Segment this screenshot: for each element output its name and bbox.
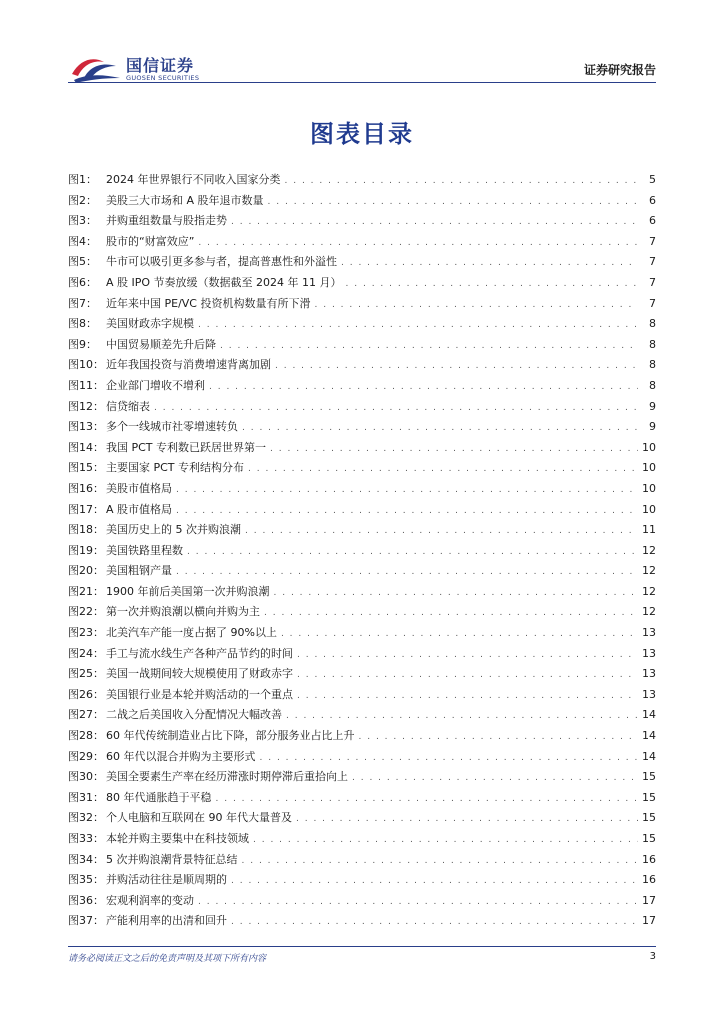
toc-entry-title: A 股 IPO 节奏放缓（数据截至 2024 年 11 月）: [106, 275, 342, 289]
toc-entry-title: 美国财政赤字规模: [106, 317, 194, 331]
toc-leader-dots: [198, 233, 638, 254]
toc-entry-page: 7: [649, 255, 656, 269]
toc-leader-dots: [176, 501, 638, 522]
toc-entry-title: 主要国家 PCT 专利结构分布: [106, 461, 245, 475]
toc-entry-title: 股市的“财富效应”: [106, 234, 195, 248]
toc-entry-label: 图3：: [68, 214, 97, 228]
toc-entry[interactable]: [68, 644, 656, 665]
toc-leader-dots: [359, 727, 639, 748]
toc-entry[interactable]: [68, 664, 656, 685]
toc-entry[interactable]: [68, 582, 656, 603]
toc-entry-page: 10: [642, 440, 656, 454]
toc-entry-label: 图28：: [68, 729, 104, 743]
toc-entry-title: 美股市值格局: [106, 481, 172, 495]
toc-leader-dots: [198, 892, 638, 913]
toc-entry-label: 图26：: [68, 687, 104, 701]
toc-leader-dots: [346, 274, 638, 295]
toc-entry-label: 图15：: [68, 461, 104, 475]
toc-entry-page: 14: [642, 749, 656, 763]
toc-entry-title: 60 年代以混合并购为主要形式: [106, 749, 256, 763]
toc-entry[interactable]: [68, 520, 656, 541]
toc-entry[interactable]: [68, 479, 656, 500]
toc-entry-page: 13: [642, 667, 656, 681]
toc-entry[interactable]: [68, 417, 656, 438]
toc-entry-label: 图4：: [68, 234, 97, 248]
toc-entry-title: 二战之后美国收入分配情况大幅改善: [106, 708, 282, 722]
toc-entry-label: 图29：: [68, 749, 104, 763]
toc-entry-page: 6: [649, 214, 656, 228]
header-divider: [68, 82, 656, 83]
toc-leader-dots: [352, 768, 638, 789]
toc-leader-dots: [274, 583, 639, 604]
toc-entry[interactable]: [68, 829, 656, 850]
toc-entry[interactable]: [68, 335, 656, 356]
toc-entry[interactable]: [68, 911, 656, 932]
toc-leader-dots: [176, 480, 638, 501]
toc-entry-page: 16: [642, 873, 656, 887]
toc-entry-label: 图34：: [68, 852, 104, 866]
toc-entry-page: 16: [642, 852, 656, 866]
toc-entry-title: 美国铁路里程数: [106, 543, 183, 557]
toc-entry-label: 图21：: [68, 584, 104, 598]
toc-entry-title: 并购活动往往是顺周期的: [106, 873, 227, 887]
toc-entry-label: 图35：: [68, 873, 104, 887]
toc-entry[interactable]: [68, 541, 656, 562]
toc-entry[interactable]: [68, 623, 656, 644]
toc-entry[interactable]: [68, 705, 656, 726]
toc-leader-dots: [270, 439, 638, 460]
report-type-label: 证券研究报告: [583, 63, 656, 77]
toc-entry[interactable]: [68, 294, 656, 315]
toc-entry-title: 并购重组数量与股指走势: [106, 214, 227, 228]
toc-entry-title: 中国贸易顺差先升后降: [106, 337, 216, 351]
toc-entry-page: 11: [642, 523, 656, 537]
toc-entry-page: 14: [642, 708, 656, 722]
toc-entry-label: 图27：: [68, 708, 104, 722]
toc-entry-page: 14: [642, 729, 656, 743]
toc-entry[interactable]: [68, 458, 656, 479]
toc-leader-dots: [264, 603, 638, 624]
toc-entry-page: 13: [642, 646, 656, 660]
toc-entry-title: 5 次并购浪潮背景特征总结: [106, 852, 238, 866]
guosen-logo-icon: [70, 52, 122, 84]
toc-leader-dots: [198, 315, 638, 336]
toc-leader-dots: [315, 295, 639, 316]
toc-entry-label: 图16：: [68, 481, 104, 495]
toc-leader-dots: [297, 686, 638, 707]
toc-entry-title: 美国全要素生产率在经历滞涨时期停滞后重拾向上: [106, 770, 348, 784]
toc-entry-page: 8: [649, 337, 656, 351]
toc-entry[interactable]: [68, 211, 656, 232]
toc-entry-label: 图32：: [68, 811, 104, 825]
toc-entry-title: A 股市值格局: [106, 502, 173, 516]
toc-entry-page: 15: [642, 811, 656, 825]
toc-entry-label: 图19：: [68, 543, 104, 557]
toc-entry-title: 产能利用率的出清和回升: [106, 914, 227, 928]
toc-entry-label: 图2：: [68, 193, 97, 207]
toc-entry-label: 图14：: [68, 440, 104, 454]
toc-entry-label: 图7：: [68, 296, 97, 310]
toc-leader-dots: [286, 706, 638, 727]
toc-entry-page: 7: [649, 234, 656, 248]
toc-entry-title: 手工与流水线生产各种产品节约的时间: [106, 646, 293, 660]
toc-entry[interactable]: [68, 726, 656, 747]
toc-leader-dots: [285, 171, 639, 192]
toc-leader-dots: [216, 789, 639, 810]
toc-entry[interactable]: [68, 561, 656, 582]
footer-divider: [68, 946, 656, 947]
toc-entry-title: 1900 年前后美国第一次并购浪潮: [106, 584, 270, 598]
toc-entry-page: 8: [649, 358, 656, 372]
toc-leader-dots: [231, 871, 638, 892]
toc-entry[interactable]: [68, 808, 656, 829]
toc-entry-title: 信贷缩表: [106, 399, 150, 413]
toc-entry-title: 近年我国投资与消费增速背离加剧: [106, 358, 271, 372]
toc-entry-page: 12: [642, 564, 656, 578]
toc-entry-label: 图6：: [68, 275, 97, 289]
toc-entry-page: 13: [642, 687, 656, 701]
toc-entry[interactable]: [68, 500, 656, 521]
toc-entry[interactable]: [68, 438, 656, 459]
footer-disclaimer: 请务必阅读正文之后的免责声明及其项下所有内容: [68, 954, 267, 964]
toc-entry-title: 80 年代通胀趋于平稳: [106, 790, 212, 804]
toc-entry[interactable]: [68, 232, 656, 253]
toc-entry-page: 10: [642, 481, 656, 495]
toc-leader-dots: [231, 912, 638, 933]
toc-entry-title: 近年来中国 PE/VC 投资机构数量有所下滑: [106, 296, 311, 310]
toc-entry-page: 8: [649, 317, 656, 331]
toc-entry-page: 7: [649, 296, 656, 310]
toc-leader-dots: [209, 377, 638, 398]
toc-leader-dots: [296, 809, 638, 830]
toc-entry-title: 北美汽车产能一度占据了 90%以上: [106, 626, 277, 640]
toc-entry[interactable]: [68, 376, 656, 397]
toc-entry[interactable]: [68, 252, 656, 273]
toc-entry-title: 本轮并购主要集中在科技领域: [106, 832, 249, 845]
toc-entry[interactable]: [68, 850, 656, 871]
toc-entry-label: 图10：: [68, 358, 104, 372]
toc-entry[interactable]: [68, 314, 656, 335]
toc-entry-label: 图9：: [68, 337, 97, 351]
toc-leader-dots: [253, 830, 638, 851]
toc-entry-title: 60 年代传统制造业占比下降，部分服务业占比上升: [106, 729, 355, 743]
toc-entry-label: 图5：: [68, 255, 97, 269]
toc-leader-dots: [242, 418, 638, 439]
toc-entry-page: 12: [642, 605, 656, 619]
toc-entry-label: 图33：: [68, 832, 104, 845]
table-of-figures: [68, 170, 656, 932]
toc-entry-label: 图22：: [68, 605, 104, 619]
toc-entry-label: 图11：: [68, 378, 104, 392]
toc-leader-dots: [297, 665, 638, 686]
toc-entry-title: 2024 年世界银行不同收入国家分类: [106, 173, 281, 186]
toc-leader-dots: [281, 624, 638, 645]
toc-entry-label: 图18：: [68, 523, 104, 537]
toc-entry-page: 9: [649, 420, 656, 434]
toc-entry-page: 10: [642, 461, 656, 475]
logo-chinese-name: 国信证券: [126, 56, 195, 75]
toc-entry-page: 15: [642, 790, 656, 804]
toc-entry-page: 5: [649, 173, 656, 186]
toc-entry-label: 图30：: [68, 770, 104, 784]
toc-leader-dots: [245, 521, 638, 542]
toc-entry-page: 8: [649, 378, 656, 392]
toc-entry-label: 图17：: [68, 502, 104, 516]
toc-entry-page: 12: [642, 584, 656, 598]
logo-english-name: GUOSEN SECURITIES: [126, 74, 200, 82]
toc-entry-page: 9: [649, 399, 656, 413]
toc-entry[interactable]: [68, 355, 656, 376]
toc-leader-dots: [187, 542, 638, 563]
page-title: 图表目录: [310, 120, 414, 148]
toc-leader-dots: [297, 645, 638, 666]
toc-entry-label: 图24：: [68, 646, 104, 660]
toc-entry-title: 多个一线城市社零增速转负: [106, 420, 238, 434]
toc-leader-dots: [260, 748, 639, 769]
toc-entry-label: 图13：: [68, 420, 104, 434]
toc-entry-title: 美国银行业是本轮并购活动的一个重点: [106, 687, 293, 701]
page-header: [0, 0, 724, 90]
toc-leader-dots: [176, 562, 638, 583]
toc-leader-dots: [248, 459, 638, 480]
toc-entry[interactable]: [68, 170, 656, 191]
toc-entry[interactable]: [68, 767, 656, 788]
toc-entry-label: 图8：: [68, 317, 97, 331]
toc-leader-dots: [341, 253, 638, 274]
toc-entry[interactable]: [68, 685, 656, 706]
toc-entry-title: 第一次并购浪潮以横向并购为主: [106, 605, 260, 619]
toc-entry-label: 图36：: [68, 893, 104, 907]
toc-entry-page: 13: [642, 626, 656, 640]
toc-leader-dots: [268, 192, 638, 213]
toc-entry-title: 我国 PCT 专利数已跃居世界第一: [106, 440, 267, 454]
toc-leader-dots: [154, 398, 638, 419]
toc-entry-label: 图12：: [68, 399, 104, 413]
toc-entry-title: 牛市可以吸引更多参与者，提高普惠性和外溢性: [106, 255, 337, 269]
toc-entry-label: 图23：: [68, 626, 104, 640]
toc-entry-page: 15: [642, 832, 656, 845]
toc-entry-title: 企业部门增收不增利: [106, 378, 205, 392]
toc-entry-label: 图25：: [68, 667, 104, 681]
toc-entry-label: 图31：: [68, 790, 104, 804]
toc-entry-label: 图1：: [68, 173, 97, 186]
toc-entry[interactable]: [68, 397, 656, 418]
toc-entry[interactable]: [68, 747, 656, 768]
toc-entry-page: 15: [642, 770, 656, 784]
toc-entry-title: 个人电脑和互联网在 90 年代大量普及: [106, 811, 292, 825]
toc-leader-dots: [242, 851, 639, 872]
toc-entry-title: 宏观利润率的变动: [106, 893, 194, 907]
toc-entry-title: 美股三大市场和 A 股年退市数量: [106, 193, 264, 207]
toc-entry-page: 12: [642, 543, 656, 557]
toc-entry[interactable]: [68, 788, 656, 809]
toc-entry[interactable]: [68, 891, 656, 912]
toc-entry-label: 图20：: [68, 564, 104, 578]
page-number: 3: [649, 951, 656, 962]
toc-entry-title: 美国粗钢产量: [106, 564, 172, 578]
toc-leader-dots: [220, 336, 638, 357]
toc-entry-page: 7: [649, 275, 656, 289]
toc-entry-page: 10: [642, 502, 656, 516]
toc-entry-page: 17: [642, 893, 656, 907]
toc-entry[interactable]: [68, 602, 656, 623]
toc-leader-dots: [275, 356, 638, 377]
toc-leader-dots: [231, 212, 638, 233]
toc-entry-label: 图37：: [68, 914, 104, 928]
toc-entry-page: 6: [649, 193, 656, 207]
toc-entry[interactable]: [68, 870, 656, 891]
toc-entry[interactable]: [68, 273, 656, 294]
toc-entry-title: 美国一战期间较大规模使用了财政赤字: [106, 667, 293, 681]
toc-entry[interactable]: [68, 191, 656, 212]
toc-entry-page: 17: [642, 914, 656, 928]
toc-entry-title: 美国历史上的 5 次并购浪潮: [106, 523, 241, 537]
